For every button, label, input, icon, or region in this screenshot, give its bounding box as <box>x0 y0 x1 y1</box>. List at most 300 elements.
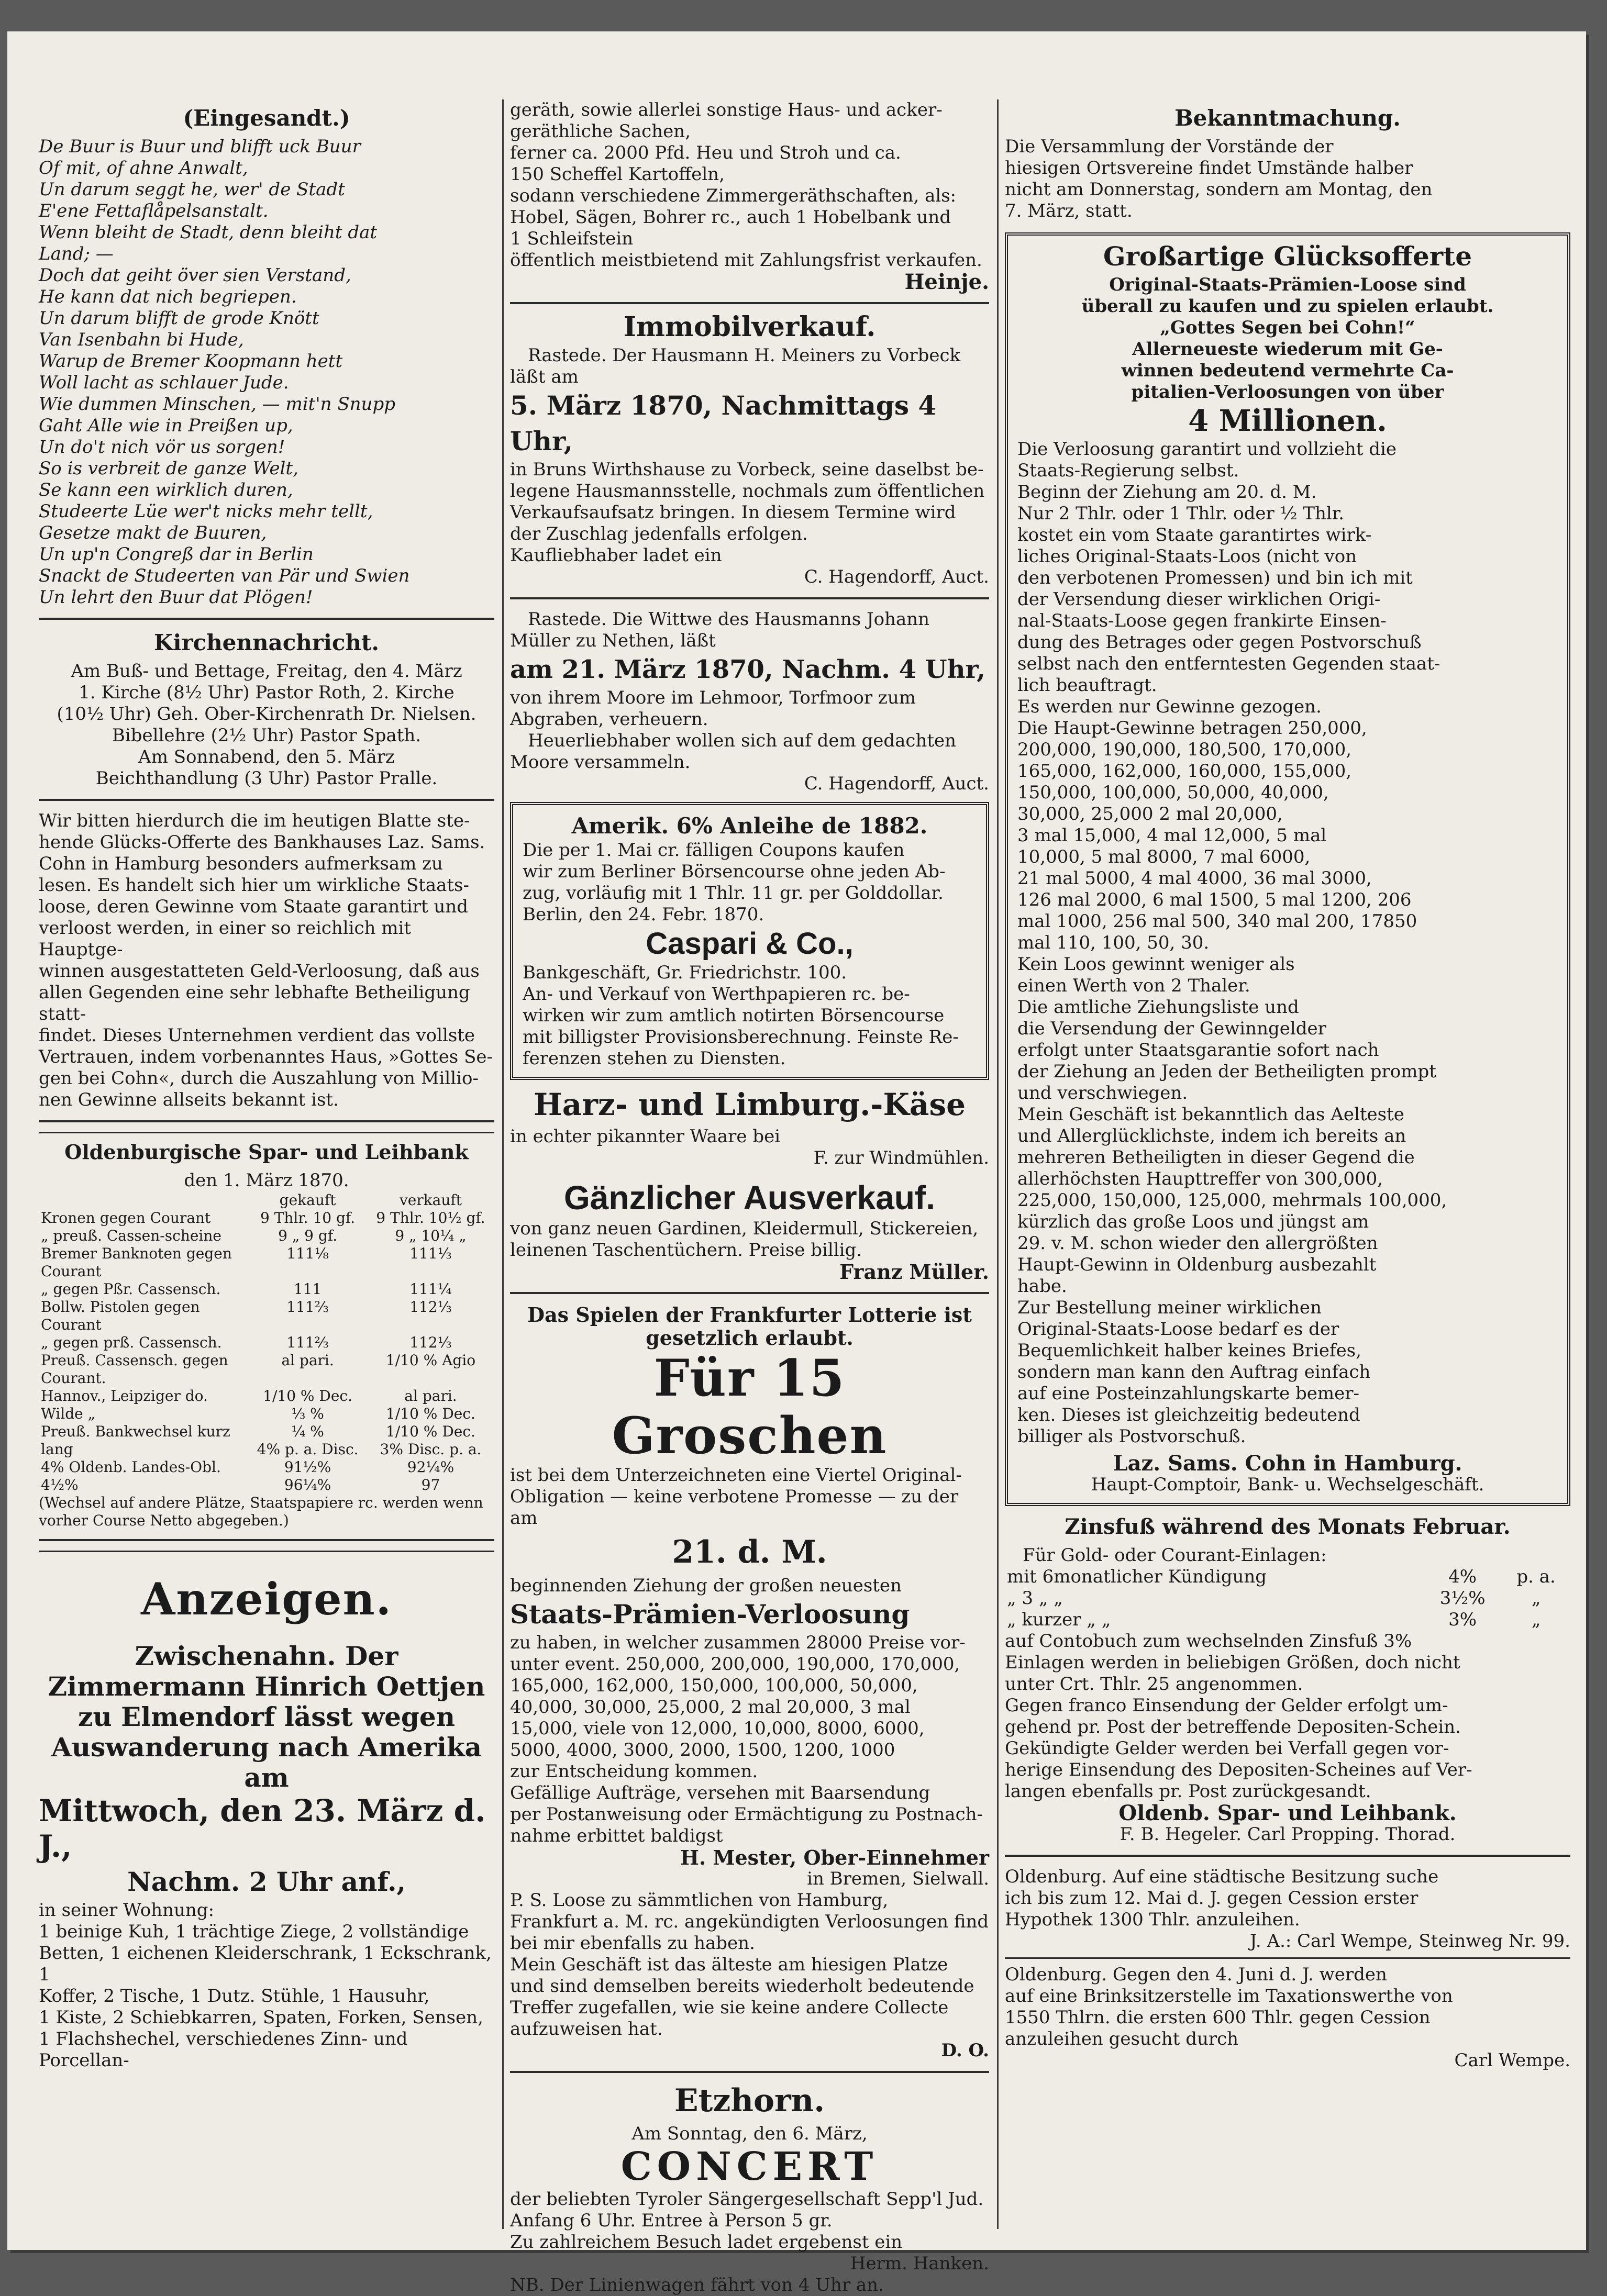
staats-line: 40,000, 30,000, 25,000, 2 mal 20,000, 3 mal <box>510 1697 911 1718</box>
glueck-text-line: Kein Loos gewinnt weniger als <box>1017 954 1295 975</box>
immo-line: der Zuschlag jedenfalls erfolgen. <box>510 523 808 544</box>
mester-ps <box>510 1890 989 2040</box>
kirchen-line: Bibellehre (2½ Uhr) Pastor Spath. <box>112 725 422 746</box>
glueck-text-line: Staats-Regierung selbst. <box>1017 460 1239 481</box>
glueck-text-line: 10,000, 5 mal 8000, 7 mal 6000, <box>1017 846 1311 867</box>
table-cell: ¼ % <box>291 1423 324 1440</box>
poem-line: So is verbreit de ganze Welt, <box>39 458 298 479</box>
auction-line: Hobel, Sägen, Bohrer rc., auch 1 Hobelbank und <box>510 207 951 228</box>
table-row <box>39 1280 494 1298</box>
concert-title: CONCERT <box>620 2144 879 2189</box>
etzhorn-title: Etzhorn. <box>674 2082 825 2119</box>
immo-sign: C. Hagendorff, Auct. <box>804 566 989 587</box>
exchange-header-cell: gekauft <box>279 1191 336 1209</box>
brink-sign: Carl Wempe. <box>1454 2050 1570 2071</box>
sicher-text <box>1005 1866 1570 1931</box>
auction-line: 1 Schleifstein <box>510 228 634 249</box>
poem-line: Un darum seggt he, wer' de Stadt <box>39 179 345 200</box>
poem-line: Doch dat geiht över sien Verstand, <box>39 265 351 286</box>
zins-line: unter Crt. Thlr. 25 angenommen. <box>1005 1674 1303 1695</box>
table-row <box>1005 1566 1570 1588</box>
bekannt-title: Bekanntmachung. <box>1174 105 1401 131</box>
table-cell: Bollw. Pistolen gegen Courant <box>41 1298 200 1333</box>
mester-line: und sind demselben bereits wiederholt bedeutende <box>510 1976 974 1997</box>
table-row <box>1005 1588 1570 1609</box>
auction-date: Mittwoch, den 23. März d. J., <box>39 1793 486 1864</box>
glueck-text-line: Nur 2 Thlr. oder 1 Thlr. oder ½ Thlr. <box>1017 503 1345 524</box>
column-3 <box>1005 99 1570 2071</box>
auction-line: 150 Scheffel Kartoffeln, <box>510 164 725 185</box>
etzhorn-date: Am Sonntag, den 6. März, <box>631 2123 868 2144</box>
glueck-line: „Gottes Segen bei Cohn!“ <box>1160 317 1415 338</box>
table-cell: Hannov., Leipziger do. <box>41 1387 208 1405</box>
table-cell: 4½% <box>41 1476 79 1493</box>
glueck-text-line: kostet ein vom Staate garantirtes wirk- <box>1017 525 1372 545</box>
glueck-text-line: der Versendung dieser wirklichen Origi- <box>1017 589 1381 610</box>
bekannt-line: nicht am Donnerstag, sondern am Montag, den <box>1005 179 1433 200</box>
zins-line: auf Contobuch zum wechselnden Zinsfuß 3% <box>1005 1631 1412 1652</box>
table-cell: Kronen gegen Courant <box>41 1209 211 1227</box>
glueck-text-line: Die Haupt-Gewinne betragen 250,000, <box>1017 718 1367 739</box>
glueck-text-line: den verbotenen Promessen) und bin ich mit <box>1017 567 1413 588</box>
mester-line: Treffer zugefallen, wie sie keine andere Collecte <box>510 1997 949 2018</box>
cohn-sign: Laz. Sams. Cohn in Hamburg. <box>1113 1451 1462 1476</box>
glueck-text-line: Mein Geschäft ist bekanntlich das Aelteste <box>1017 1104 1404 1125</box>
sicher-line: ich bis zum 12. Mai d. J. gegen Cession erster <box>1005 1888 1418 1909</box>
table-row <box>39 1458 494 1476</box>
immo-line: Verkaufsaufsatz bringen. In diesem Termine wird <box>510 502 956 523</box>
table-row <box>1005 1609 1570 1631</box>
bitte-line: Wir bitten hierdurch die im heutigen Blatte ste- <box>39 810 470 831</box>
poem <box>39 136 494 608</box>
staats-line: zu haben, in welcher zusammen 28000 Preise vor- <box>510 1632 966 1653</box>
ausverkauf-line: leinenen Taschentüchern. Preise billig. <box>510 1240 862 1261</box>
kirchen-text <box>39 661 494 789</box>
amerik-text <box>523 840 977 926</box>
staats-line: 5000, 4000, 3000, 2000, 1500, 1200, 1000 <box>510 1740 895 1760</box>
glueck-text-line: 126 mal 2000, 6 mal 1500, 5 mal 1200, 206 <box>1017 889 1412 910</box>
immo-line: Kaufliebhaber ladet ein <box>510 545 722 566</box>
glueck-text-line: Die amtliche Ziehungsliste und <box>1017 997 1299 1018</box>
zins-line: Gegen franco Einsendung der Gelder erfolgt um- <box>1005 1695 1448 1716</box>
glueck-line: winnen bedeutend vermehrte Ca- <box>1121 360 1454 381</box>
caspari-line: mit billigster Provisionsberechnung. Feinste Re- <box>523 1027 959 1047</box>
table-cell: 92¼% <box>407 1458 455 1476</box>
table-cell: 96¼% <box>284 1476 331 1493</box>
auction-line: öffentlich meistbietend mit Zahlungsfrist verkaufen. <box>510 250 982 271</box>
auction-continued <box>510 99 989 271</box>
table-row <box>39 1423 494 1441</box>
zins-bank: Oldenb. Spar- und Leihbank. <box>1118 1801 1457 1825</box>
glueck-text-line: 3 mal 15,000, 4 mal 12,000, 5 mal <box>1017 825 1327 846</box>
table-cell: „ kurzer „ „ <box>1007 1609 1111 1630</box>
auction-line: geräthliche Sachen, <box>510 121 691 142</box>
groschen-title: Für 15 Groschen <box>612 1348 888 1465</box>
table-cell: „ gegen Pßr. Cassensch. <box>41 1280 221 1298</box>
brink-text <box>1005 1964 1570 2050</box>
glueck-text-line: 30,000, 25,000 2 mal 20,000, <box>1017 804 1283 824</box>
table-cell: 1/10 % Dec. <box>263 1387 353 1405</box>
glueck-text-line: Bequemlichkeit halber keines Briefes, <box>1017 1340 1361 1361</box>
cohn-sub: Haupt-Comptoir, Bank- u. Wechselgeschäft. <box>1091 1474 1484 1495</box>
zins-line: Gekündigte Gelder werden bei Verfall gegen vor- <box>1005 1738 1449 1759</box>
poem-line: Van Isenbahn bi Hude, <box>39 329 244 350</box>
zins-text <box>1005 1631 1570 1802</box>
table-cell: 111¼ <box>409 1280 452 1298</box>
table-cell: 111⅛ <box>286 1245 329 1262</box>
table-cell: 4% p. a. Disc. <box>257 1441 359 1458</box>
poem-line: Un darum blifft de grode Knött <box>39 308 319 329</box>
ausverkauf-title: Gänzlicher Ausverkauf. <box>564 1179 935 1217</box>
column-2 <box>510 99 989 2296</box>
poem-line: Gesetze makt de Buuren, <box>39 522 267 543</box>
bitte-line: hende Glücks-Offerte des Bankhauses Laz. Sams. <box>39 832 485 853</box>
moor-sign: C. Hagendorff, Auct. <box>804 773 989 794</box>
table-cell: mit 6monatlicher Kündigung <box>1007 1566 1267 1587</box>
moor-date: am 21. März 1870, Nachm. 4 Uhr, <box>510 655 986 684</box>
poem-line: Un do't nich vör us sorgen! <box>39 437 285 458</box>
table-cell: „ 3 „ „ <box>1007 1588 1063 1609</box>
anzeigen-title: Anzeigen. <box>141 1573 392 1625</box>
glueck-text-line: kürzlich das große Loos und jüngst am <box>1017 1211 1369 1232</box>
glueck-text-line: Haupt-Gewinn in Oldenburg ausbezahlt <box>1017 1254 1377 1275</box>
staats-text <box>510 1632 989 1847</box>
poem-line: E'ene Fettaflåpelsanstalt. <box>39 200 269 221</box>
sicher-sign: J. A.: Carl Wempe, Steinweg Nr. 99. <box>1249 1931 1570 1952</box>
exchange-table-head <box>39 1191 494 1209</box>
table-cell: „ gegen prß. Cassensch. <box>41 1334 222 1351</box>
glueck-text-line: erfolgt unter Staatsgarantie sofort nach <box>1017 1040 1379 1061</box>
glueck-text-line: liches Original-Staats-Loos (nicht von <box>1017 546 1357 567</box>
zins-table <box>1005 1566 1570 1631</box>
zins-sub: Für Gold- oder Courant-Einlagen: <box>1023 1545 1327 1566</box>
table-cell: Preuß. Cassensch. gegen Courant. <box>41 1352 228 1387</box>
table-row <box>39 1387 494 1405</box>
glueck-text-line: billiger als Postvorschuß. <box>1017 1426 1246 1447</box>
mester-place: in Bremen, Sielwall. <box>807 1868 989 1889</box>
bitte-line: winnen ausgestatteten Geld-Verloosung, daß aus <box>39 961 480 982</box>
glueck-lines <box>1017 274 1558 403</box>
column-1 <box>39 99 494 2071</box>
glueck-text-line: mehreren Betheiligten in dieser Gegend die <box>1017 1147 1415 1168</box>
auction-line: Betten, 1 eichenen Kleiderschrank, 1 Eckschrank, 1 <box>39 1943 492 1985</box>
glueck-text-line: ken. Dieses ist gleichzeitig bedeutend <box>1017 1405 1360 1425</box>
glueck-text-line: die Versendung der Gewinngelder <box>1017 1018 1326 1039</box>
glueck-line: überall zu kaufen und zu spielen erlaubt. <box>1081 296 1494 317</box>
glueck-text-line: 29. v. M. schon wieder den allergrößten <box>1017 1233 1378 1254</box>
glueck-text-line: 150,000, 100,000, 50,000, 40,000, <box>1017 782 1329 803</box>
harz-sign: F. zur Windmühlen. <box>813 1147 989 1168</box>
table-cell: 112⅓ <box>409 1298 452 1316</box>
staats-line: zur Entscheidung kommen. <box>510 1761 758 1782</box>
mester-line: P. S. Loose zu sämmtlichen von Hamburg, <box>510 1890 889 1911</box>
table-cell: 111⅔ <box>286 1298 329 1316</box>
poem-line: Warup de Bremer Koopmann hett <box>39 351 343 372</box>
glueck-text-line: Zur Bestellung meiner wirklichen <box>1017 1297 1322 1318</box>
table-cell: 97 <box>421 1476 440 1493</box>
amerik-line: Berlin, den 24. Febr. 1870. <box>523 904 764 925</box>
concert-nb: NB. Der Linienwagen fährt von 4 Uhr an. <box>510 2275 884 2295</box>
amerik-ad <box>510 802 989 1080</box>
poem-line: He kann dat nich begriepen. <box>39 286 297 307</box>
glueck-text-line: 21 mal 5000, 4 mal 4000, 36 mal 3000, <box>1017 868 1372 889</box>
poem-line: Se kann een wirklich duren, <box>39 480 293 500</box>
table-cell: Preuß. Bankwechsel kurz <box>41 1423 230 1440</box>
concert-line: Zu zahlreichem Besuch ladet ergebenst ein <box>510 2232 903 2253</box>
table-cell: 4% <box>1448 1566 1477 1587</box>
table-row <box>39 1298 494 1334</box>
glueck-text-line: und Allerglücklichste, indem ich bereits an <box>1017 1125 1406 1146</box>
glueck-text-line: Es werden nur Gewinne gezogen. <box>1017 696 1322 717</box>
brink-line: Oldenburg. Gegen den 4. Juni d. J. werden <box>1005 1964 1387 1985</box>
table-cell: 9 „ 9 gf. <box>278 1227 338 1244</box>
harz-title: Harz- und Limburg.-Käse <box>533 1087 966 1122</box>
zins-line: Einlagen werden in beliebigen Größen, doch nicht <box>1005 1652 1460 1673</box>
immo-line: in Bruns Wirthshause zu Vorbeck, seine daselbst be- <box>510 459 984 480</box>
auction-line: geräth, sowie allerlei sonstige Haus- und acker- <box>510 99 943 120</box>
bitte-line: verloost werden, in einer so reichlich mit Hauptge- <box>39 918 412 960</box>
amerik-line: wir zum Berliner Börsencourse ohne jeden Ab- <box>523 861 946 882</box>
table-cell: „ <box>1531 1609 1541 1630</box>
auction-line: ferner ca. 2000 Pfd. Heu und Stroh und ca. <box>510 142 901 163</box>
table-cell: 9 „ 10¼ „ <box>395 1227 467 1244</box>
kirchen-line: Beichthandlung (3 Uhr) Pastor Pralle. <box>95 768 438 789</box>
table-cell: Wilde „ <box>41 1405 96 1422</box>
auction-text <box>39 1900 494 2071</box>
mester-sign: H. Mester, Ober-Einnehmer <box>680 1846 989 1869</box>
bitte-line: allen Gegenden eine sehr lebhafte Betheiligung statt- <box>39 982 470 1024</box>
table-cell: „ <box>1531 1588 1541 1609</box>
staats-line: nahme erbittet baldigst <box>510 1825 723 1846</box>
table-cell: lang <box>41 1441 73 1458</box>
poem-line: Of mit, of ahne Anwalt, <box>39 158 248 179</box>
table-cell: 1/10 % Dec. <box>386 1405 475 1422</box>
poem-line: De Buur is Buur und blifft uck Buur <box>39 136 361 157</box>
table-cell: al pari. <box>404 1387 457 1405</box>
bank-date: den 1. März 1870. <box>184 1170 349 1191</box>
moor-text-2: von ihrem Moore im Lehmoor, Torfmoor zum Abgraben, verheuern. <box>510 687 916 730</box>
staats-title: Staats-Prämien-Verloosung <box>510 1599 910 1630</box>
eingesandt-title: (Eingesandt.) <box>183 105 350 131</box>
table-cell: 9 Thlr. 10 gf. <box>260 1209 356 1227</box>
amerik-title: Amerik. 6% Anleihe de 1882. <box>571 813 928 839</box>
harz-text: in echter pikannter Waare bei <box>510 1126 781 1147</box>
glueck-text-line: 165,000, 162,000, 160,000, 155,000, <box>1017 761 1352 782</box>
sicher-line: Hypothek 1300 Thlr. anzuleihen. <box>1005 1909 1300 1930</box>
glueck-text-line: und verschwiegen. <box>1017 1083 1188 1104</box>
immo-text-2 <box>510 459 989 566</box>
caspari-name: Caspari & Co., <box>646 927 854 961</box>
glueck-line: pitalien-Verloosungen von über <box>1131 382 1444 403</box>
auction-sign: Heinje. <box>904 270 989 294</box>
concert-line: Anfang 6 Uhr. Entree à Person 5 gr. <box>510 2210 833 2231</box>
table-cell: 1/10 % Agio <box>385 1352 476 1369</box>
bitte-line: findet. Dieses Unternehmen verdient das vollste <box>39 1025 475 1046</box>
immo-line: legene Hausmannsstelle, nochmals zum öffentlichen <box>510 481 985 501</box>
staats-line: unter event. 250,000, 200,000, 190,000, 170,000, <box>510 1654 960 1675</box>
mester-line: bei mir ebenfalls zu haben. <box>510 1933 755 1954</box>
auction-headline: Zwischenahn. Der Zimmermann Hinrich Oettjen zu Elmendorf lässt wegen Auswanderung nach Amerika am <box>48 1641 485 1793</box>
table-cell: 3% Disc. p. a. <box>380 1441 482 1458</box>
column-rule <box>997 99 999 2229</box>
column-rule <box>502 99 504 2229</box>
poem-line: Un up'n Congreß dar in Berlin <box>39 544 314 565</box>
glueck-text-line: der Ziehung an Jeden der Betheiligten prompt <box>1017 1061 1436 1082</box>
table-cell: „ preuß. Cassen-scheine <box>41 1227 221 1244</box>
glueck-ad <box>1005 232 1570 1506</box>
auction-time: Nachm. 2 Uhr anf., <box>127 1866 406 1897</box>
staats-line: 15,000, viele von 12,000, 10,000, 8000, 6000, <box>510 1718 925 1739</box>
glueck-text-line: lich beauftragt. <box>1017 675 1157 696</box>
mester-do: D. O. <box>941 2040 989 2061</box>
bekannt-line: Die Versammlung der Vorstände der <box>1005 136 1334 157</box>
glueck-text <box>1017 439 1558 1447</box>
poem-line: Wie dummen Minschen, — mit'n Snupp <box>39 394 395 415</box>
bank-title: Oldenburgische Spar- und Leihbank <box>64 1140 469 1164</box>
poem-line: Land; — <box>39 243 114 264</box>
brink-line: 1550 Thlrn. die ersten 600 Thlr. gegen Cession <box>1005 2007 1431 2028</box>
kirchen-line: 1. Kirche (8½ Uhr) Pastor Roth, 2. Kirche <box>79 682 455 703</box>
bitte-notice <box>39 810 494 1111</box>
bitte-line: Vertrauen, indem vorbenanntes Haus, »Gottes Se- <box>39 1046 493 1067</box>
kirchen-line: Am Buß- und Bettage, Freitag, den 4. März <box>71 661 462 682</box>
immo-text: Rastede. Der Hausmann H. Meiners zu Vorbeck läßt am <box>510 345 961 387</box>
concert-sign: Herm. Hanken. <box>850 2253 989 2274</box>
exchange-header-cell: verkauft <box>399 1191 462 1209</box>
caspari-line: Bankgeschäft, Gr. Friedrichstr. 100. <box>523 962 847 983</box>
auction-line: 1 Flachshechel, verschiedenes Zinn- und Porcellan- <box>39 2028 408 2071</box>
glueck-text-line: dung des Betrages oder gegen Postvorschuß <box>1017 632 1422 653</box>
moor-text-3: Heuerliebhaber wollen sich auf dem gedachten Moore versammeln. <box>510 730 957 773</box>
newspaper-page <box>7 31 1586 2295</box>
caspari-line: An- und Verkauf von Werthpapieren rc. be- <box>523 984 910 1005</box>
kirchen-title: Kirchennachricht. <box>153 630 380 655</box>
mester-line: Mein Geschäft ist das älteste am hiesigen Platze <box>510 1954 948 1975</box>
staats-line: 165,000, 162,000, 150,000, 100,000, 50,000, <box>510 1675 918 1696</box>
zins-line: herige Einsendung des Depositen-Scheines auf Ver- <box>1005 1759 1472 1780</box>
table-cell: 112⅓ <box>409 1334 452 1351</box>
groschen-date: 21. d. M. <box>672 1534 827 1570</box>
auction-line: Koffer, 2 Tische, 1 Dutz. Stühle, 1 Hausuhr, <box>39 1986 430 2007</box>
glueck-text-line: mal 110, 100, 50, 30. <box>1017 932 1210 953</box>
table-cell: 4% Oldenb. Landes-Obl. <box>41 1458 221 1476</box>
glueck-text-line: einen Werth von 2 Thaler. <box>1017 975 1250 996</box>
bitte-line: gen bei Cohn«, durch die Auszahlung von Millio- <box>39 1068 479 1089</box>
table-cell: 111⅓ <box>409 1245 452 1262</box>
glueck-line: Allerneueste wiederum mit Ge- <box>1132 339 1443 360</box>
auction-line: 1 beinige Kuh, 1 trächtige Ziege, 2 vollständige <box>39 1921 469 1942</box>
bitte-line: loose, deren Gewinne vom Staate garantirt und <box>39 896 469 917</box>
groschen-text: ist bei dem Unterzeichneten eine Viertel Original-Obligation — keine verbotene Promesse — zu der am <box>510 1465 962 1529</box>
table-cell: ⅓ % <box>291 1405 324 1422</box>
mester-line: aufzuweisen hat. <box>510 2019 663 2039</box>
glueck-millionen: 4 Millionen. <box>1188 404 1387 438</box>
caspari-line: wirken wir zum amtlich notirten Börsencourse <box>523 1005 945 1026</box>
table-row <box>39 1441 494 1458</box>
brink-line: auf eine Brinksitzerstelle im Taxationswerthe von <box>1005 1986 1453 2007</box>
moor-text: Rastede. Die Wittwe des Hausmanns Johann Müller zu Nethen, läßt <box>510 609 930 651</box>
table-row <box>39 1227 494 1245</box>
bekannt-text <box>1005 136 1570 222</box>
glueck-text-line: auf eine Posteinzahlungskarte bemer- <box>1017 1383 1360 1404</box>
auction-line: sodann verschiedene Zimmergeräthschaften, als: <box>510 185 957 206</box>
groschen-text-2: beginnenden Ziehung der großen neuesten <box>510 1575 902 1596</box>
glueck-text-line: mal 1000, 256 mal 500, 340 mal 200, 17850 <box>1017 911 1417 932</box>
zins-line: gehend pr. Post der betreffende Depositen-Schein. <box>1005 1717 1461 1737</box>
table-cell: Bremer Banknoten gegen Courant <box>41 1245 232 1280</box>
poem-line: Un lehrt den Buur dat Plögen! <box>39 587 313 608</box>
bekannt-line: 7. März, statt. <box>1005 200 1133 221</box>
table-cell: 111⅔ <box>286 1334 329 1351</box>
table-row <box>39 1334 494 1352</box>
table-cell: 91½% <box>284 1458 331 1476</box>
zins-line: langen ebenfalls pr. Post zurückgesandt. <box>1005 1781 1371 1802</box>
bitte-line: nen Gewinne allseits bekannt ist. <box>39 1089 339 1110</box>
caspari-text <box>523 962 977 1069</box>
table-row <box>39 1245 494 1280</box>
immo-title: Immobilverkauf. <box>623 311 876 343</box>
glueck-text-line: sondern man kann den Auftrag einfach <box>1017 1362 1371 1383</box>
glueck-text-line: habe. <box>1017 1276 1067 1297</box>
concert-text <box>510 2189 989 2253</box>
mester-line: Frankfurt a. M. rc. angekündigten Verloosungen find <box>510 1911 989 1932</box>
ausverkauf-sign: Franz Müller. <box>839 1260 989 1284</box>
lotterie-title: Das Spielen der Frankfurter Lotterie ist gesetzlich erlaubt. <box>527 1303 972 1350</box>
amerik-line: zug, vorläufig mit 1 Thlr. 11 gr. per Golddollar. <box>523 883 944 904</box>
caspari-line: ferenzen stehen zu Diensten. <box>523 1048 786 1069</box>
glueck-title: Großartige Glücksofferte <box>1103 241 1472 272</box>
table-cell: p. a. <box>1516 1566 1556 1587</box>
bekannt-line: hiesigen Ortsvereine findet Umstände halber <box>1005 158 1413 179</box>
immo-date: 5. März 1870, Nachmittags 4 Uhr, <box>510 390 937 456</box>
ausverkauf-text <box>510 1218 989 1261</box>
glueck-text-line: nal-Staats-Loose gegen frankirte Einsen- <box>1017 610 1387 631</box>
glueck-text-line: selbst nach den entferntesten Gegenden staat- <box>1017 653 1440 674</box>
amerik-line: Die per 1. Mai cr. fälligen Coupons kaufen <box>523 840 905 861</box>
kirchen-line: Am Sonnabend, den 5. März <box>138 746 395 767</box>
glueck-text-line: allerhöchsten Haupttreffer von 300,000, <box>1017 1168 1383 1189</box>
table-cell: 9 Thlr. 10½ gf. <box>376 1209 485 1227</box>
exchange-table <box>39 1191 494 1494</box>
staats-line: per Postanweisung oder Ermächtigung zu Postnach- <box>510 1804 983 1825</box>
kirchen-line: (10½ Uhr) Geh. Ober-Kirchenrath Dr. Nielsen. <box>57 704 476 725</box>
concert-line: der beliebten Tyroler Sängergesellschaft Sepp'l Jud. <box>510 2189 984 2210</box>
poem-line: Woll lacht as schlauer Jude. <box>39 372 289 393</box>
exchange-header-cell <box>39 1191 248 1209</box>
sicher-line: Oldenburg. Auf eine städtische Besitzung suche <box>1005 1866 1439 1887</box>
table-row <box>39 1405 494 1423</box>
glueck-text-line: 200,000, 190,000, 180,500, 170,000, <box>1017 739 1352 760</box>
bank-note: (Wechsel auf andere Plätze, Staatspapiere rc. werden wenn vorher Course Netto abgegeben.) <box>39 1494 483 1529</box>
auction-line: 1 Kiste, 2 Schiebkarren, Spaten, Forken, Sensen, <box>39 2007 483 2028</box>
glueck-text-line: 225,000, 150,000, 125,000, mehrmals 100,000, <box>1017 1190 1447 1211</box>
poem-line: Snackt de Studeerten van Pär und Swien <box>39 565 410 586</box>
glueck-text-line: Beginn der Ziehung am 20. d. M. <box>1017 482 1317 503</box>
glueck-line: Original-Staats-Prämien-Loose sind <box>1109 274 1466 295</box>
brink-line: anzuleihen gesucht durch <box>1005 2028 1239 2049</box>
table-cell: 3% <box>1448 1609 1477 1630</box>
table-row <box>39 1476 494 1494</box>
glueck-text-line: Original-Staats-Loose bedarf es der <box>1017 1319 1339 1340</box>
glueck-text-line: Die Verloosung garantirt und vollzieht die <box>1017 439 1397 460</box>
table-row <box>39 1352 494 1387</box>
poem-line: Studeerte Lüe wer't nicks mehr tellt, <box>39 501 373 522</box>
table-cell: al pari. <box>281 1352 334 1369</box>
bitte-line: lesen. Es handelt sich hier um wirkliche Staats- <box>39 875 469 896</box>
zins-names: F. B. Hegeler. Carl Propping. Thorad. <box>1120 1824 1456 1845</box>
table-row <box>39 1209 494 1227</box>
poem-line: Gaht Alle wie in Preißen up, <box>39 415 293 436</box>
